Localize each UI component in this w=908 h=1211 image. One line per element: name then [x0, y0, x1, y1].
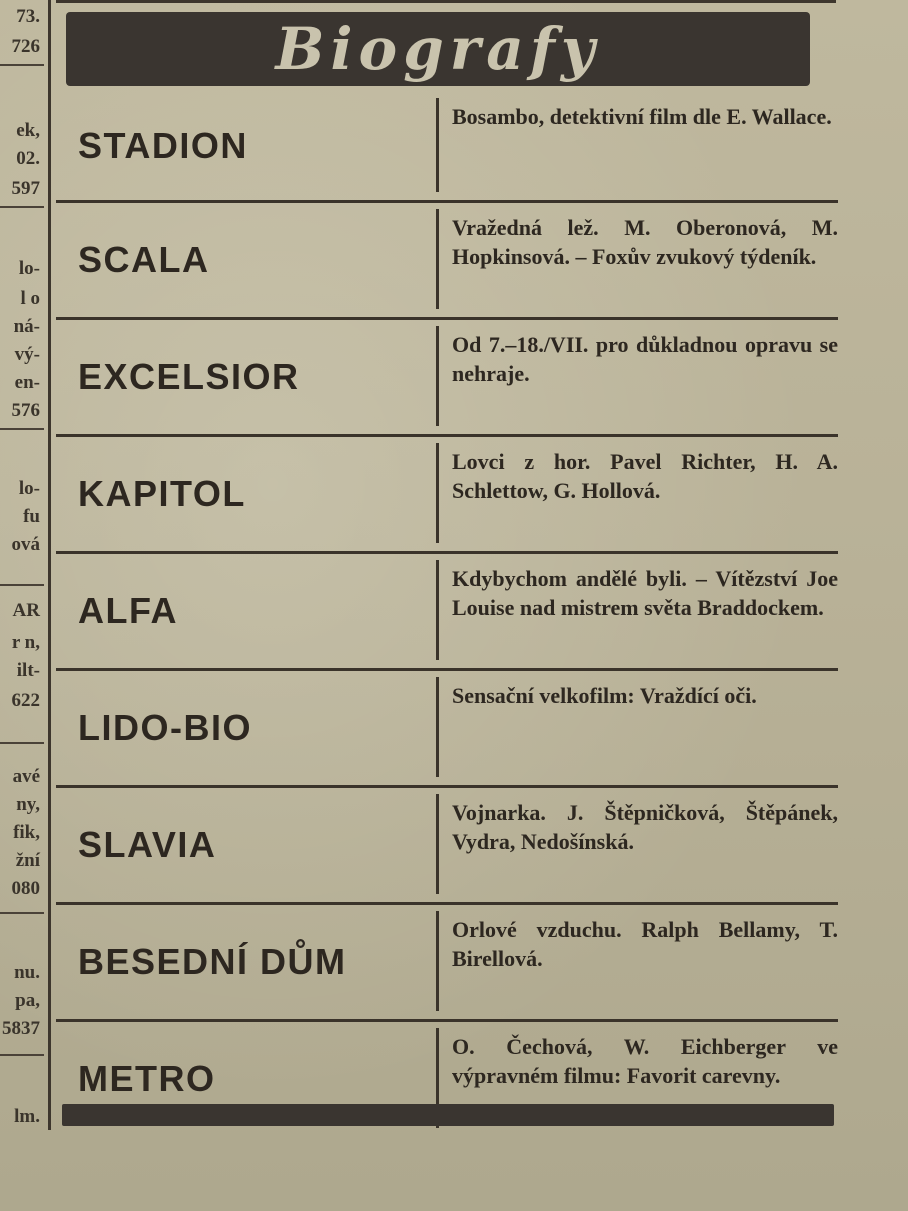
- column-divider: [48, 0, 51, 1130]
- cinema-name: METRO: [78, 1058, 216, 1099]
- left-fragment: 080: [11, 878, 40, 899]
- left-fragment: nu.: [14, 962, 40, 983]
- left-rule: [0, 584, 44, 586]
- row-separator: [436, 98, 439, 192]
- left-fragment: 02.: [16, 148, 40, 169]
- left-fragment: 597: [11, 178, 40, 199]
- row-separator: [436, 677, 439, 777]
- left-fragment: avé: [12, 766, 40, 787]
- cinema-name: EXCELSIOR: [78, 356, 300, 397]
- left-rule: [0, 912, 44, 914]
- cinema-name: SCALA: [78, 239, 210, 280]
- left-fragment: ilt-: [16, 660, 40, 681]
- top-rule: [56, 0, 836, 3]
- cinema-name: ALFA: [78, 590, 178, 631]
- cinema-name: BESEDNÍ DŮM: [78, 941, 347, 982]
- left-rule: [0, 742, 44, 744]
- cinema-listing: [56, 92, 838, 1136]
- listing-row: [56, 671, 838, 788]
- left-fragment: fu: [23, 506, 40, 527]
- cinema-program: Vojnarka. J. Štěpničková, Štěpánek, Vydra, Nedošínská.: [452, 800, 838, 854]
- section-title: Biografy: [275, 15, 601, 83]
- row-separator: [436, 560, 439, 660]
- listing-row: [56, 203, 838, 320]
- section-banner: [66, 12, 810, 86]
- left-fragment: pa,: [15, 990, 40, 1011]
- left-fragment: 726: [11, 36, 40, 57]
- left-fragment: vý-: [14, 344, 40, 365]
- cinema-program: O. Čechová, W. Eichberger ve výpravném filmu: Favorit carevny.: [452, 1034, 838, 1088]
- listing-row: [56, 437, 838, 554]
- left-fragment: lo-: [18, 258, 40, 279]
- cinema-name: LIDO-BIO: [78, 707, 252, 748]
- cinema-program: Vražedná lež. M. Oberonová, M. Hopkinsová. – Foxův zvukový týdeník.: [452, 215, 838, 269]
- left-fragment: ny,: [16, 794, 40, 815]
- left-fragment: l o: [20, 288, 40, 309]
- listing-row: [56, 788, 838, 905]
- row-separator: [436, 443, 439, 543]
- left-rule: [0, 206, 44, 208]
- row-separator: [436, 326, 439, 426]
- listing-row: [56, 905, 838, 1022]
- cinema-program: Bosambo, detektivní film dle E. Wallace.: [452, 104, 832, 129]
- cinema-program: Orlové vzduchu. Ralph Bellamy, T. Birellová.: [452, 917, 838, 971]
- cinema-program: Sensační velkofilm: Vraždící oči.: [452, 683, 757, 708]
- cinema-program: Lovci z hor. Pavel Richter, H. A. Schlettow, G. Hollová.: [452, 449, 838, 503]
- cinema-program: Kdybychom andělé byli. – Vítězství Joe Louise nad mistrem světa Braddockem.: [452, 566, 838, 620]
- left-rule: [0, 64, 44, 66]
- cinema-name: SLAVIA: [78, 824, 217, 865]
- cinema-name: STADION: [78, 125, 248, 166]
- row-separator: [436, 794, 439, 894]
- left-fragment: fik,: [13, 822, 40, 843]
- listing-row: [56, 92, 838, 203]
- row-separator: [436, 911, 439, 1011]
- left-fragment: AR: [12, 600, 40, 621]
- left-fragment: lo-: [18, 478, 40, 499]
- bottom-rule-bar: [62, 1104, 834, 1126]
- adjacent-column-clipped: [0, 0, 44, 1211]
- row-separator: [436, 209, 439, 309]
- left-fragment: 73.: [16, 6, 40, 27]
- left-rule: [0, 428, 44, 430]
- left-fragment: en-: [14, 372, 40, 393]
- left-fragment: ová: [11, 534, 40, 555]
- left-fragment: žní: [15, 850, 40, 871]
- listing-row: [56, 554, 838, 671]
- left-fragment: 5837: [2, 1018, 40, 1039]
- listing-row: [56, 320, 838, 437]
- left-fragment: r n,: [11, 632, 40, 653]
- left-fragment: 622: [11, 690, 40, 711]
- cinema-program: Od 7.–18./VII. pro důkladnou opravu se nehraje.: [452, 332, 838, 386]
- left-rule: [0, 1054, 44, 1056]
- left-fragment: lm.: [14, 1106, 40, 1127]
- left-fragment: ek,: [16, 120, 40, 141]
- left-fragment: 576: [11, 400, 40, 421]
- left-fragment: ná-: [13, 316, 40, 337]
- cinema-name: KAPITOL: [78, 473, 246, 514]
